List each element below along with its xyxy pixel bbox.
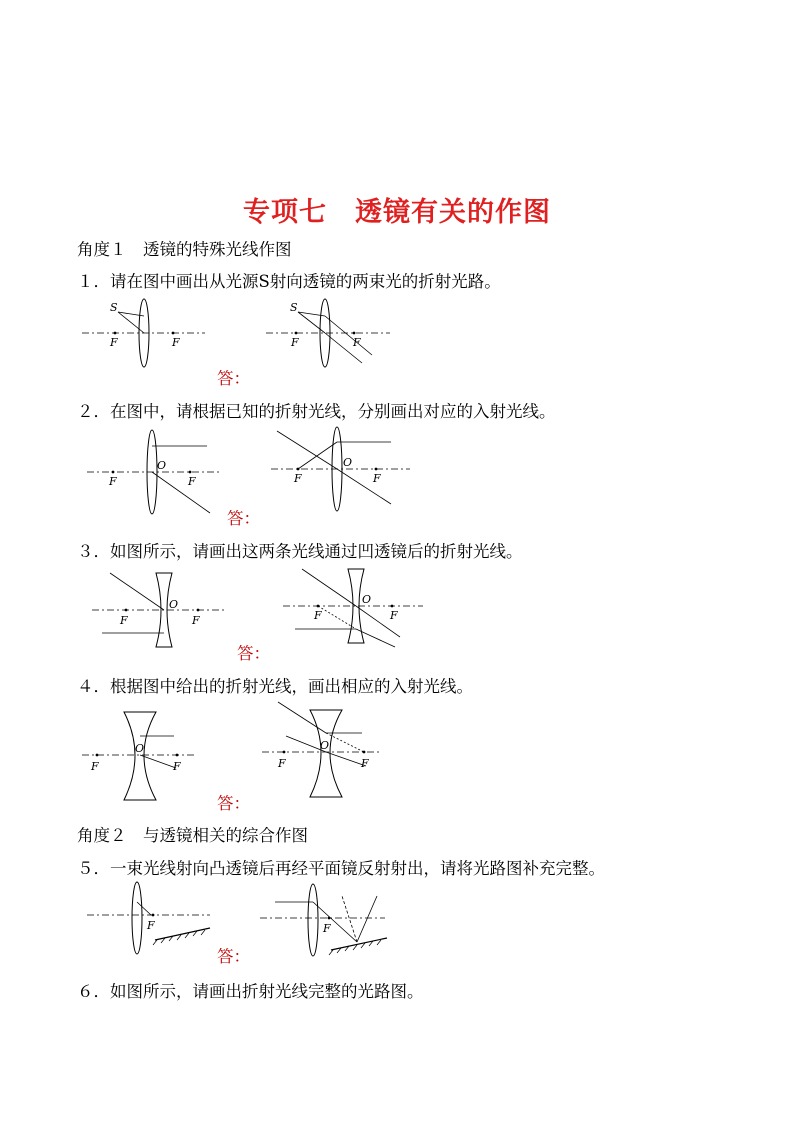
q1-label-s: S bbox=[110, 301, 118, 314]
question-2: ２．在图中，请根据已知的折射光线，分别画出对应的入射光线。 bbox=[77, 402, 556, 421]
page-title: 专项七 透镜有关的作图 bbox=[243, 197, 551, 228]
q4-label-f-right: F bbox=[173, 760, 181, 773]
q3-label-f-right: F bbox=[192, 614, 200, 627]
q3-figures bbox=[90, 565, 430, 650]
q1-label-f-right: F bbox=[172, 336, 180, 349]
q4-ans-label-f-left: F bbox=[278, 757, 286, 770]
question-6: ６．如图所示，请画出折射光线完整的光路图。 bbox=[77, 982, 424, 1001]
question-4: ４．根据图中给出的折射光线，画出相应的入射光线。 bbox=[77, 677, 473, 696]
q1-figures bbox=[80, 295, 400, 375]
q4-ans-label-o: O bbox=[320, 739, 330, 752]
q1-label-f-left: F bbox=[110, 336, 118, 349]
q1-ans-label-f-left: F bbox=[291, 336, 299, 349]
q3-answer-label: 答： bbox=[237, 644, 270, 663]
q5-ans-label-f: F bbox=[323, 922, 331, 935]
q2-label-o: O bbox=[157, 459, 167, 472]
q4-label-o: O bbox=[135, 742, 145, 755]
q2-label-f-left: F bbox=[109, 475, 117, 488]
q4-answer-label: 答： bbox=[217, 794, 250, 813]
q3-ans-label-f-right: F bbox=[390, 609, 398, 622]
q2-answer-label: 答： bbox=[227, 509, 260, 528]
section-heading-2: 角度２ 与透镜相关的综合作图 bbox=[77, 826, 308, 845]
q5-label-f: F bbox=[147, 919, 155, 932]
q2-figures bbox=[85, 425, 415, 515]
q3-ans-label-o: O bbox=[362, 593, 372, 606]
question-1: １．请在图中画出从光源S射向透镜的两束光的折射光路。 bbox=[77, 272, 501, 291]
q4-ans-label-f-right: F bbox=[361, 757, 369, 770]
q4-label-f-left: F bbox=[91, 760, 99, 773]
q2-label-f-right: F bbox=[188, 475, 196, 488]
q2-ans-label-f-left: F bbox=[294, 472, 302, 485]
q3-label-f-left: F bbox=[120, 614, 128, 627]
section-heading-1: 角度１ 透镜的特殊光线作图 bbox=[77, 240, 292, 259]
q2-ans-label-f-right: F bbox=[373, 472, 381, 485]
q1-ans-label-f-right: F bbox=[353, 336, 361, 349]
q1-ans-label-s: S bbox=[290, 301, 298, 314]
q1-answer-label: 答： bbox=[217, 369, 250, 388]
q5-answer-label: 答： bbox=[217, 947, 250, 966]
question-3: ３．如图所示，请画出这两条光线通过凹透镜后的折射光线。 bbox=[77, 542, 523, 561]
q3-label-o: O bbox=[169, 598, 179, 611]
q3-ans-label-f-left: F bbox=[314, 609, 322, 622]
q2-ans-label-o: O bbox=[343, 456, 353, 469]
question-5: ５．一束光线射向凸透镜后再经平面镜反射射出，请将光路图补充完整。 bbox=[77, 859, 605, 878]
